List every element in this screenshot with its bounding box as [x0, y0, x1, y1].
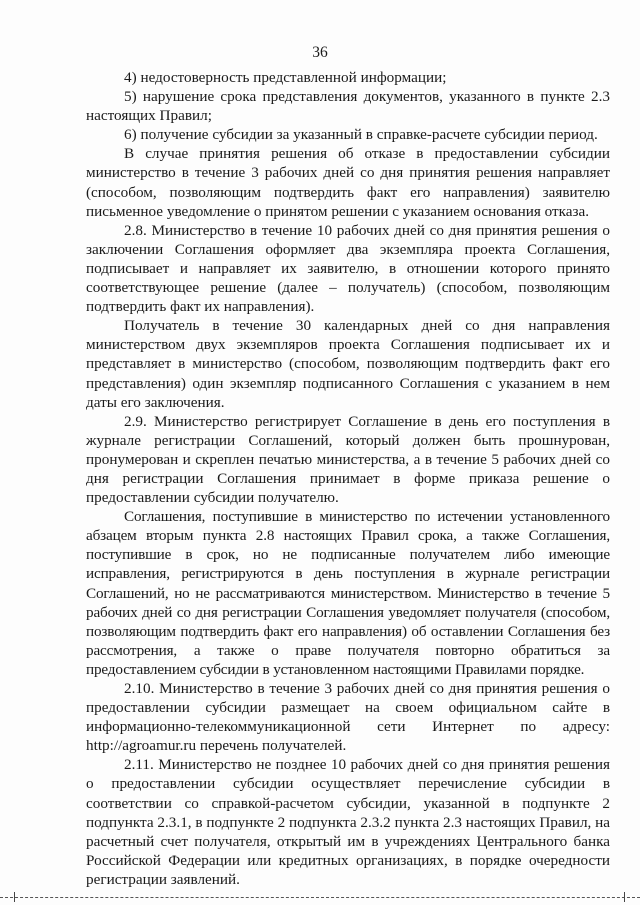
paragraph-2-11: 2.11. Министерство не позднее 10 рабочих дней со дня принятия решения о предоставлении субсидии осуществляет перечисление субсидии в соответствии со справкой-расчетом субсидии, указанной в подпункте 2 подпункта 2.3.1, в подпункте 2 подпункта 2.3.2 пункта 2.3 настоящих Правил, на расчетный счет получателя, открытый им в учреждениях Центрального банка Российской Федерации или кредитных организациях, в порядке очередности регистрации заявлений. [86, 756, 610, 888]
scan-edge-mark-left [14, 892, 23, 902]
paragraph-2-9: 2.9. Министерство регистрирует Соглашение в день его поступления в журнале регистрации Соглашений, который должен быть прошнурован, пронумерован и скреплен печатью министерства, а в течение 5 рабочих дней со дня регистрации Соглашения принимает в форме приказа решение о предоставлении субсидии получателю. [86, 412, 610, 507]
list-item-4: 4) недостоверность представленной информации; [124, 69, 447, 86]
document-body [86, 68, 610, 889]
paragraph-2-8: 2.8. Министерство в течение 10 рабочих дней со дня принятия решения о заключении Соглашения оформляет два экземпляра проекта Соглашения, подписывает и направляет их заявителю, в отношении которого принято соответствующее решение (далее – получатель) (способом, позволяющим подтвердить факт их направления). [86, 221, 610, 316]
paragraph-late-agreements: Соглашения, поступившие в министерство по истечении установленного абзацем вторым пункта 2.8 настоящих Правил срока, а также Соглашения, поступившие в срок, но не подписанные получателем либо имеющие исправления, регистрируются в день поступления в журнале регистрации Соглашений, но не рассматриваются министерством. Министерство в течение 5 рабочих дней со дня регистрации Соглашения уведомляет получателя (способом, позволяющим подтвердить факт его направления) об оставлении Соглашения без рассмотрения, а также о праве получателя повторно обратиться за предоставлением субсидии в установленном настоящими Правилами порядке. [86, 508, 610, 678]
paragraph-2-10: 2.10. Министерство в течение 3 рабочих дней со дня принятия решения о предоставлении субсидии размещает на своем официальном сайте в информационно-телекоммуникационной сети Интернет по адресу: http://agroamur.ru перечень получателей. [86, 680, 610, 755]
list-item-5: 5) нарушение срока представления документов, указанного в пункте 2.3 настоящих Правил; [86, 88, 610, 125]
paragraph-refusal-notice: В случае принятия решения об отказе в предоставлении субсидии министерство в течение 3 рабочих дней со дня принятия решения направляет (способом, позволяющим подтвердить факт его направления) заявителю письменное уведомление о принятом решении с указанием основания отказа. [86, 145, 610, 220]
page-bottom-edge [0, 897, 640, 898]
page-number: 36 [312, 44, 328, 61]
scan-edge-mark-right [624, 892, 633, 902]
paragraph-recipient-signing: Получатель в течение 30 календарных дней со дня направления министерством двух экземпляров проекта Соглашения подписывает их и представляет в министерство (способом, позволяющим подтвердить факт его представления) один экземпляр подписанного Соглашения с указанием в нем даты его заключения. [86, 317, 610, 411]
list-item-6: 6) получение субсидии за указанный в справке-расчете субсидии период. [124, 126, 598, 144]
